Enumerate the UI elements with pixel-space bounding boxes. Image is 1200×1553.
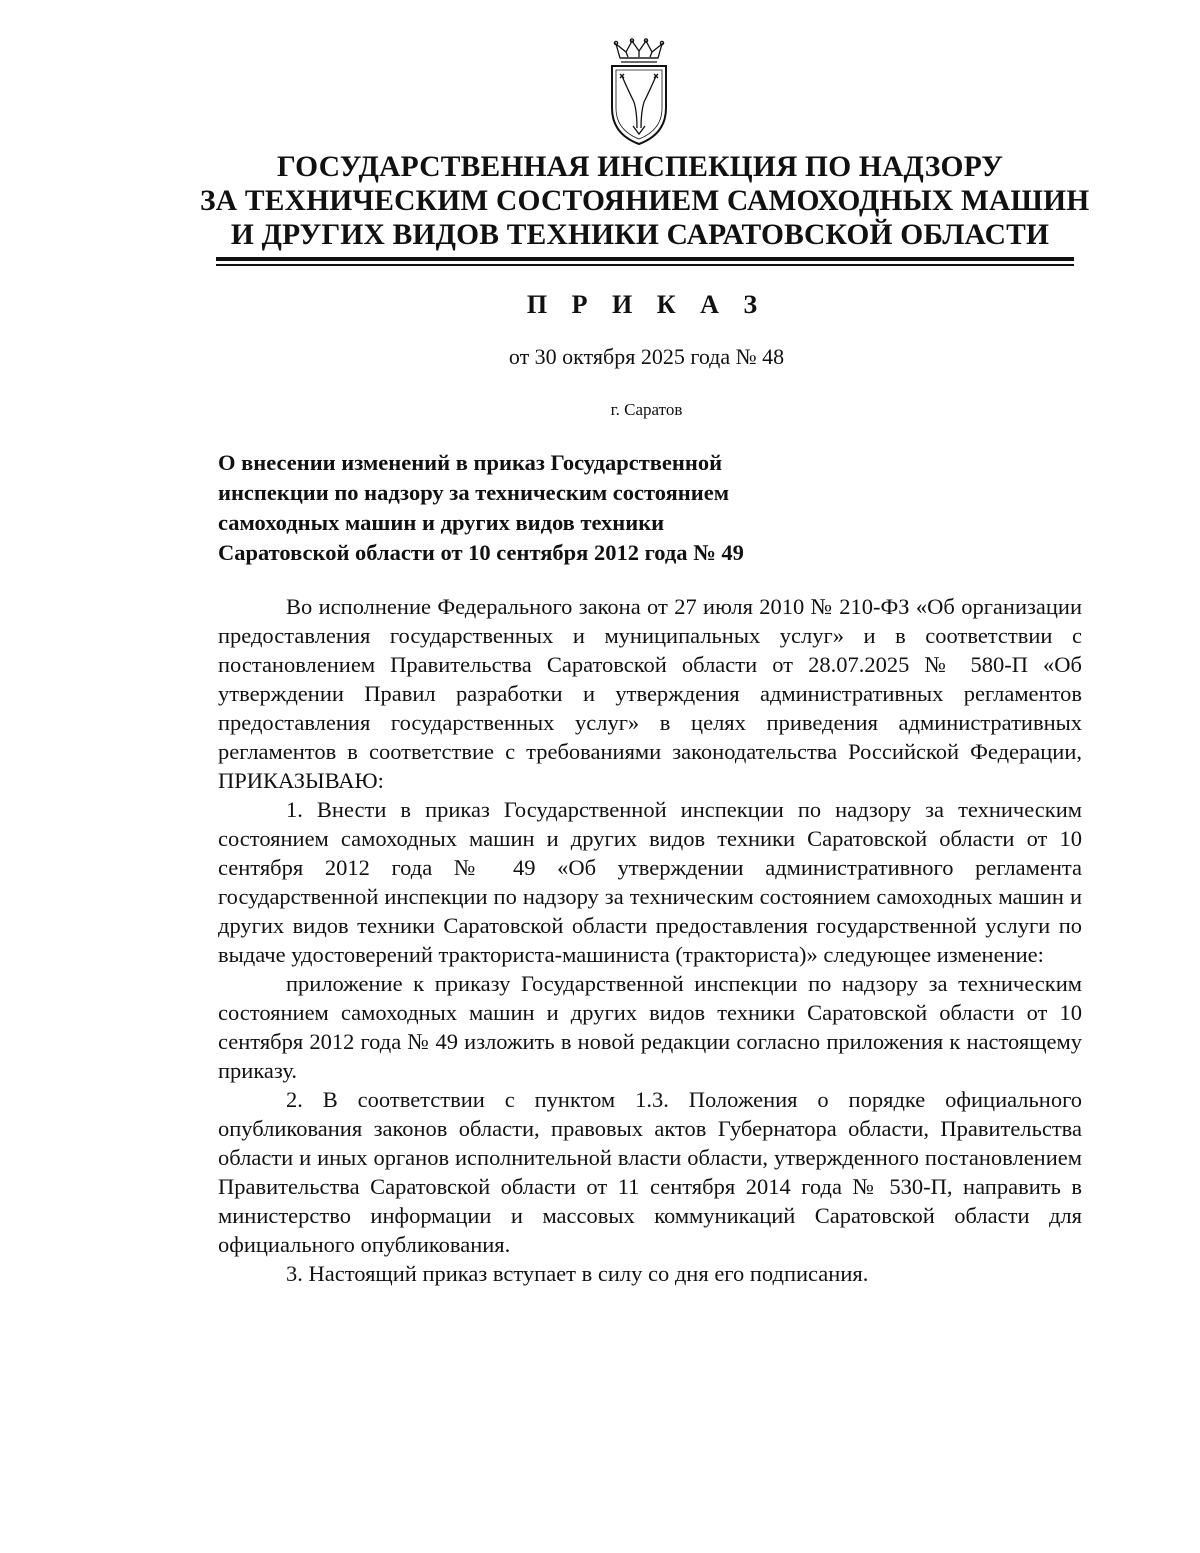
subject-line: Саратовской области от 10 сентября 2012 года № 49 xyxy=(218,540,744,565)
document-date-number: от 30 октября 2025 года № 48 xyxy=(508,344,785,369)
item-3-paragraph: 3. Настоящий приказ вступает в силу со дня его подписания. xyxy=(286,1261,869,1286)
document-subject xyxy=(218,448,858,568)
document-city: г. Саратов xyxy=(610,400,683,419)
subject-line: самоходных машин и других видов техники xyxy=(218,510,665,535)
org-line: ГОСУДАРСТВЕННАЯ ИНСПЕКЦИЯ ПО НАДЗОРУ xyxy=(276,151,1004,183)
document-type: П Р И К А З xyxy=(526,290,767,319)
organization-header xyxy=(200,150,1090,252)
header-divider-thick xyxy=(216,257,1074,261)
item-2-paragraph: 2. В соответствии с пунктом 1.3. Положения о порядке официального опубликования законов области, правовых актов Губернатора области, Правительства области и иных органов исполнительной власти области, утвержденного постановлением Правительства Саратовской области от 11 сентября 2014 года № 530-П, направить в министерство информации и массовых коммуникаций Саратовской области для официального опубликования. xyxy=(218,1087,1082,1257)
org-line: И ДРУГИХ ВИДОВ ТЕХНИКИ САРАТОВСКОЙ ОБЛАСТИ xyxy=(230,219,1050,251)
subject-line: инспекции по надзору за техническим состоянием xyxy=(218,480,730,505)
org-line: ЗА ТЕХНИЧЕСКИМ СОСТОЯНИЕМ САМОХОДНЫХ МАШИН xyxy=(200,185,1090,217)
saratov-coat-of-arms-icon xyxy=(606,38,672,148)
document-body xyxy=(218,592,1082,1288)
item-1-paragraph: 1. Внести в приказ Государственной инспекции по надзору за техническим состоянием самоходных машин и других видов техники Саратовской области от 10 сентября 2012 года № 49 «Об утверждении административного регламента государственной инспекции по надзору за техническим состоянием самоходных машин и других видов техники Саратовской области предоставления государственной услуги по выдаче удостоверений тракториста-машиниста (тракториста)» следующее изменение: xyxy=(218,797,1082,967)
preamble-paragraph: Во исполнение Федерального закона от 27 июля 2010 № 210-ФЗ «Об организации предоставления государственных и муниципальных услуг» и в соответствии с постановлением Правительства Саратовской области от 28.07.2025 № 580-П «Об утверждении Правил разработки и утверждения административных регламентов предоставления государственных услуг» в целях приведения административных регламентов в соответствие с требованиями законодательства Российской Федерации, ПРИКАЗЫВАЮ: xyxy=(218,594,1082,793)
header-divider-thin xyxy=(216,264,1074,266)
item-1-subparagraph: приложение к приказу Государственной инспекции по надзору за техническим состоянием самоходных машин и других видов техники Саратовской области от 10 сентября 2012 года № 49 изложить в новой редакции согласно приложения к настоящему приказу. xyxy=(218,971,1082,1083)
subject-line: О внесении изменений в приказ Государственной xyxy=(218,450,723,475)
